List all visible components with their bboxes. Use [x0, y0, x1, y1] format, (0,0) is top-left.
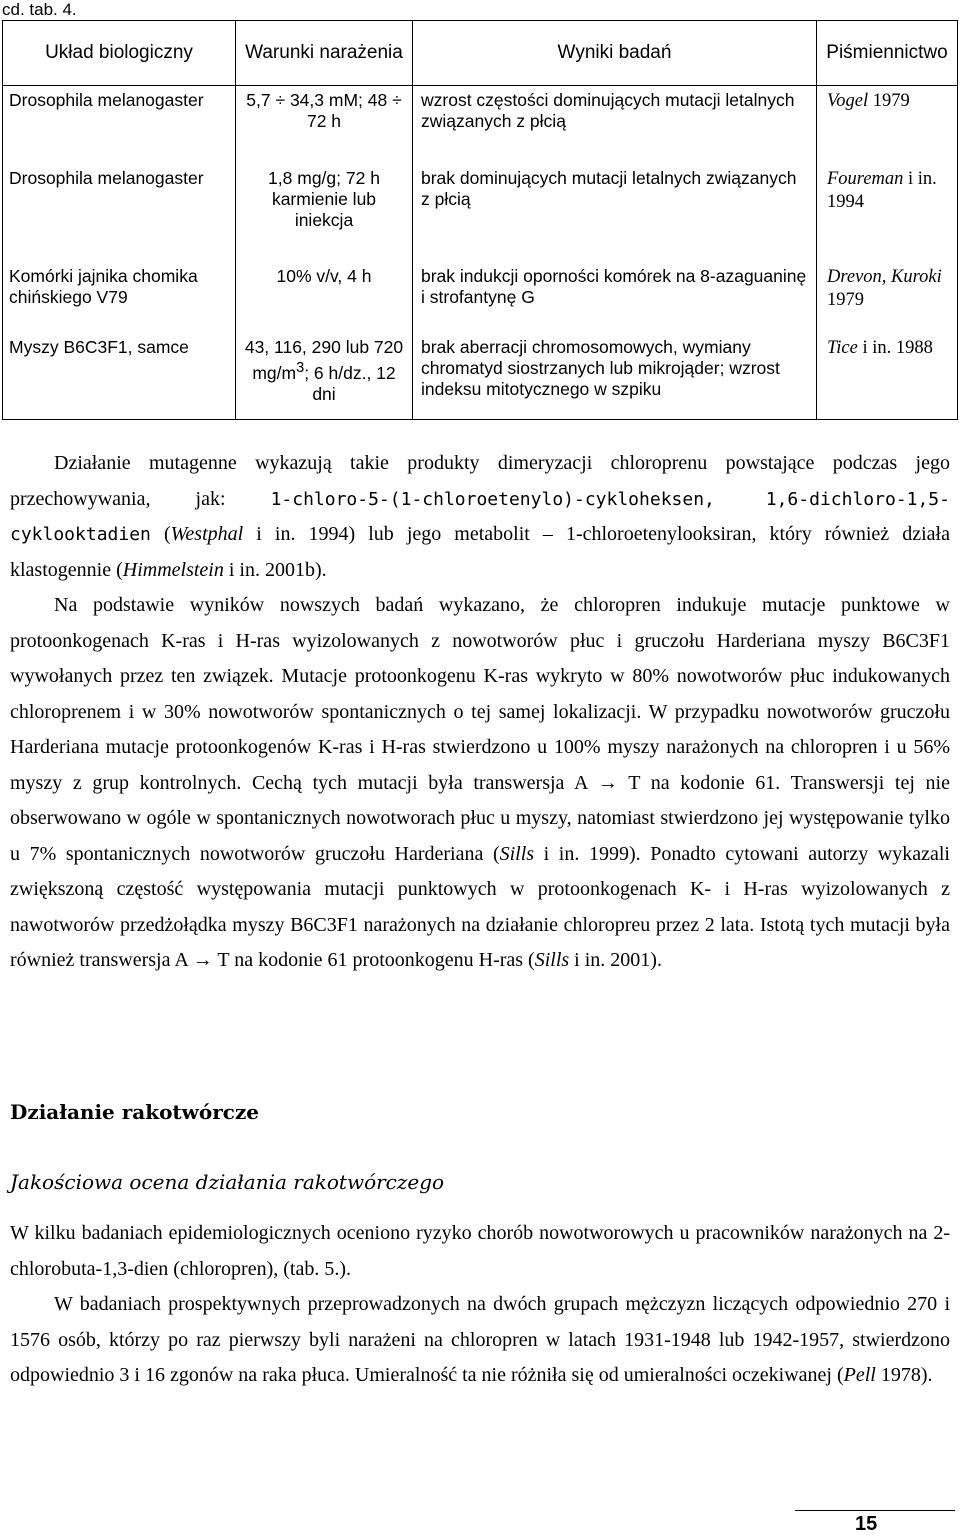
paragraph-epidemiological: W kilku badaniach epidemiologicznych oceniono ryzyko chorób nowotworowych u pracowników narażonych na 2-chlorobuta-1,3-dien (chloropren), (tab. 5.). [10, 1222, 950, 1280]
table-row [3, 86, 958, 165]
cell-reference [817, 262, 958, 333]
text-run: i in. 2001b). [223, 558, 327, 581]
cell-conditions [236, 333, 413, 420]
citation-author: Westphal [170, 523, 244, 545]
reference-author: Drevon, Kuroki [827, 267, 942, 287]
cell-result: wzrost częstości dominujących mutacji letalnych związanych z płcią [413, 86, 817, 165]
reference-year: 1979 [868, 91, 910, 111]
text-run: Działanie mutagenne wykazują takie produkty dimeryzacji chloroprenu powstające podczas jego przechowywania, jak: [10, 452, 950, 510]
paragraph-prospective-studies [10, 1287, 950, 1394]
conditions-dose: 43, 116, 290 lub 720 mg/m [244, 337, 404, 383]
chemical-names: 1-chloro-5-(1-chloroetenylo)-cykloheksen, 1,6-dichloro-1,5-cyklooktadien [10, 488, 950, 545]
table-row [3, 262, 958, 333]
cell-system: Komórki jajnika chomika chińskiego V79 [3, 262, 236, 333]
cell-system: Drosophila melanogaster [3, 86, 236, 165]
reference-author: Foureman [827, 169, 904, 189]
paragraph-point-mutations [10, 588, 950, 979]
body-text-block-2 [10, 1216, 950, 1394]
cell-system: Myszy B6C3F1, samce [3, 333, 236, 420]
footer-rule [795, 1510, 955, 1511]
text-run: i in. 2001). [569, 949, 662, 971]
citation-author: Pell [843, 1364, 876, 1386]
paragraph-dimerization-products [10, 446, 950, 588]
text-run: ( [150, 523, 171, 545]
citation-author: Sills [499, 842, 535, 865]
header-biological-system: Układ biologiczny [3, 21, 236, 86]
text-run: Na podstawie wyników nowszych badań wykazano, że chloropren indukuje mutacje punktowe w protoonkogenach K-ras i H-ras wyizolowanych z nowotworów płuc i gruczołu Harderiana myszy B6C3F1 wywołanych przez ten związek. Mutacje protoonkogenu K-ras wykryto w 80% nowotworów płuc indukowanych chloroprenem i w 30% nowotworów spontanicznych o tej samej lokalizacji. W przypadku nowotworów gruczołu Harderiana mutacje protoonkogenów K-ras i H-ras stwierdzono u 100% myszy narażonych na chloropren i u 56% myszy z grup kontrolnych. Cechą tych mutacji była transwersja A → T na kodonie 61. Transwersji tej nie obserwowano w ogóle w spontanicznych nowotworach płuc u myszy, natomiast stwierdzono jej występowanie tylko u 7% spontanicznych nowotworów gruczołu Harderiana ( [10, 594, 950, 865]
cell-result: brak indukcji oporności komórek na 8-azaguaninę i strofantynę G [413, 262, 817, 333]
conditions-duration: ; 6 h/dz., 12 dni [304, 362, 396, 404]
reference-author: Vogel [827, 91, 869, 111]
cell-result: brak aberracji chromosomowych, wymiany chromatyd siostrzanych lub mikrojąder; wzrost indeksu mitotycznego w szpiku [413, 333, 817, 420]
table-row [3, 333, 958, 420]
cell-result: brak dominujących mutacji letalnych związanych z płcią [413, 164, 817, 262]
text-run: 1978). [875, 1364, 933, 1386]
table-row [3, 164, 958, 262]
text-run: i in. 1999). Ponadto cytowani autorzy wykazali zwiększoną częstość występowania mutacji punktowych w protoonkogenach K- i H-ras wyizolowanych z nawotworów przedżołądka myszy B6C3F1 narażonych na działanie chloropreu przez 2 lata. Istotą tych mutacji była również transwersja A → T na kodonie 61 protoonkogenu H-ras ( [10, 842, 950, 971]
reference-year: i in. 1994 [827, 169, 937, 212]
page-number: 15 [855, 1513, 878, 1535]
subsection-heading-qualitative: Jakościowa ocena działania rakotwórczego [10, 1170, 445, 1194]
reference-year: 1979 [827, 290, 864, 310]
cell-system: Drosophila melanogaster [3, 164, 236, 262]
text-run: i in. 1994) lub jego metabolit – 1-chloroetenylooksiran, który również działa klastogennie ( [10, 523, 950, 581]
header-results: Wyniki badań [413, 21, 817, 86]
reference-author: Tice [827, 338, 858, 358]
results-table [2, 20, 958, 420]
text-run: W badaniach prospektywnych przeprowadzonych na dwóch grupach mężczyzn liczących odpowiednio 270 i 1576 osób, którzy po raz pierwszy byli narażeni na chloropren w latach 1931-1948 lub 1942-1957, stwierdzono odpowiednio 3 i 16 zgonów na raka płuca. Umieralność ta nie różniła się od umieralności oczekiwanej ( [10, 1293, 950, 1386]
cell-conditions: 10% v/v, 4 h [236, 262, 413, 333]
cell-reference [817, 164, 958, 262]
citation-author: Sills [534, 949, 570, 971]
cell-conditions: 5,7 ÷ 34,3 mM; 48 ÷ 72 h [236, 86, 413, 165]
table-continuation-label: cd. tab. 4. [2, 0, 77, 19]
header-references: Piśmiennictwo [817, 21, 958, 86]
body-text-block-1 [10, 446, 950, 979]
table-header-row [3, 21, 958, 86]
cell-conditions: 1,8 mg/g; 72 h karmienie lub iniekcja [236, 164, 413, 262]
conditions-superscript: 3 [296, 360, 305, 376]
header-exposure-conditions: Warunki narażenia [236, 21, 413, 86]
reference-year: i in. 1988 [857, 338, 933, 358]
citation-author: Himmelstein [122, 558, 224, 581]
cell-reference [817, 86, 958, 165]
cell-reference [817, 333, 958, 420]
section-heading-carcinogenicity: Działanie rakotwórcze [10, 1100, 260, 1124]
